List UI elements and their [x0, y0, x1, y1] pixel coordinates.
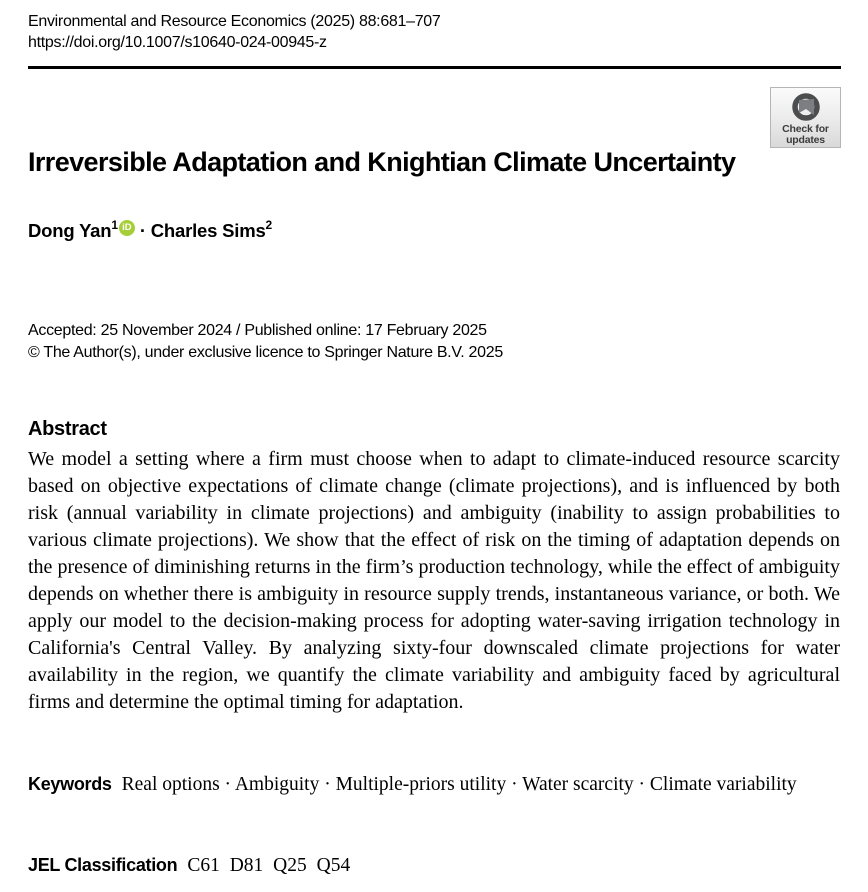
- keywords-block: [28, 771, 840, 798]
- keywords-text: Real options · Ambiguity · Multiple-priors utility · Water scarcity · Climate variability: [121, 774, 797, 795]
- publication-meta: [28, 320, 840, 363]
- author-name: Dong Yan: [28, 220, 112, 242]
- header-rule: [28, 66, 841, 69]
- accepted-published-line: Accepted: 25 November 2024 / Published online: 17 February 2025: [28, 322, 487, 339]
- keywords-heading: Keywords: [28, 774, 112, 794]
- abstract-text: We model a setting where a firm must choose when to adapt to climate-induced resource scarcity based on objective expectations of climate change (climate projections), and is influenced by both risk (annual variability in climate projections) and ambiguity (inability to assign probabilities to various climate projections). We show that the effect of risk on the timing of adaptation depends on the presence of diminishing returns in the firm’s production technology, while the effect of ambiguity depends on whether there is ambiguity in resource supply trends, instantaneous variance, or both. We apply our model to the decision-making process for adopting water-saving irrigation technology in California's Central Valley. By analyzing sixty-four downscaled climate projections for water availability in the region, we quantify the climate variability and ambiguity faced by agricultural firms and determine the optimal timing for adaptation.: [28, 448, 840, 713]
- check-for-updates-badge[interactable]: [770, 87, 841, 148]
- jel-heading: JEL Classification: [28, 855, 178, 875]
- abstract-heading: Abstract: [28, 418, 107, 440]
- journal-header: [28, 11, 840, 53]
- check-for-updates-label-line1: Check for: [782, 123, 829, 135]
- author-name: Charles Sims: [150, 220, 266, 242]
- author-affiliation-sup: 1: [111, 218, 118, 232]
- orcid-icon[interactable]: iD: [119, 220, 135, 236]
- author-affiliation-sup: 2: [265, 218, 273, 232]
- copyright-line: © The Author(s), under exclusive licence to Springer Nature B.V. 2025: [28, 343, 503, 361]
- check-for-updates-label-line2: updates: [786, 134, 825, 146]
- crossmark-logo-icon: [789, 92, 823, 124]
- doi-link[interactable]: https://doi.org/10.1007/s10640-024-00945-z: [28, 34, 327, 51]
- article-title: Irreversible Adaptation and Knightian Climate Uncertainty: [28, 147, 736, 177]
- jel-block: [28, 852, 840, 879]
- jel-codes: C61 D81 Q25 Q54: [187, 855, 351, 876]
- journal-citation-line: Environmental and Resource Economics (2025) 88:681–707: [28, 13, 441, 30]
- author-separator: ·: [134, 220, 151, 242]
- authors-line: [28, 219, 272, 242]
